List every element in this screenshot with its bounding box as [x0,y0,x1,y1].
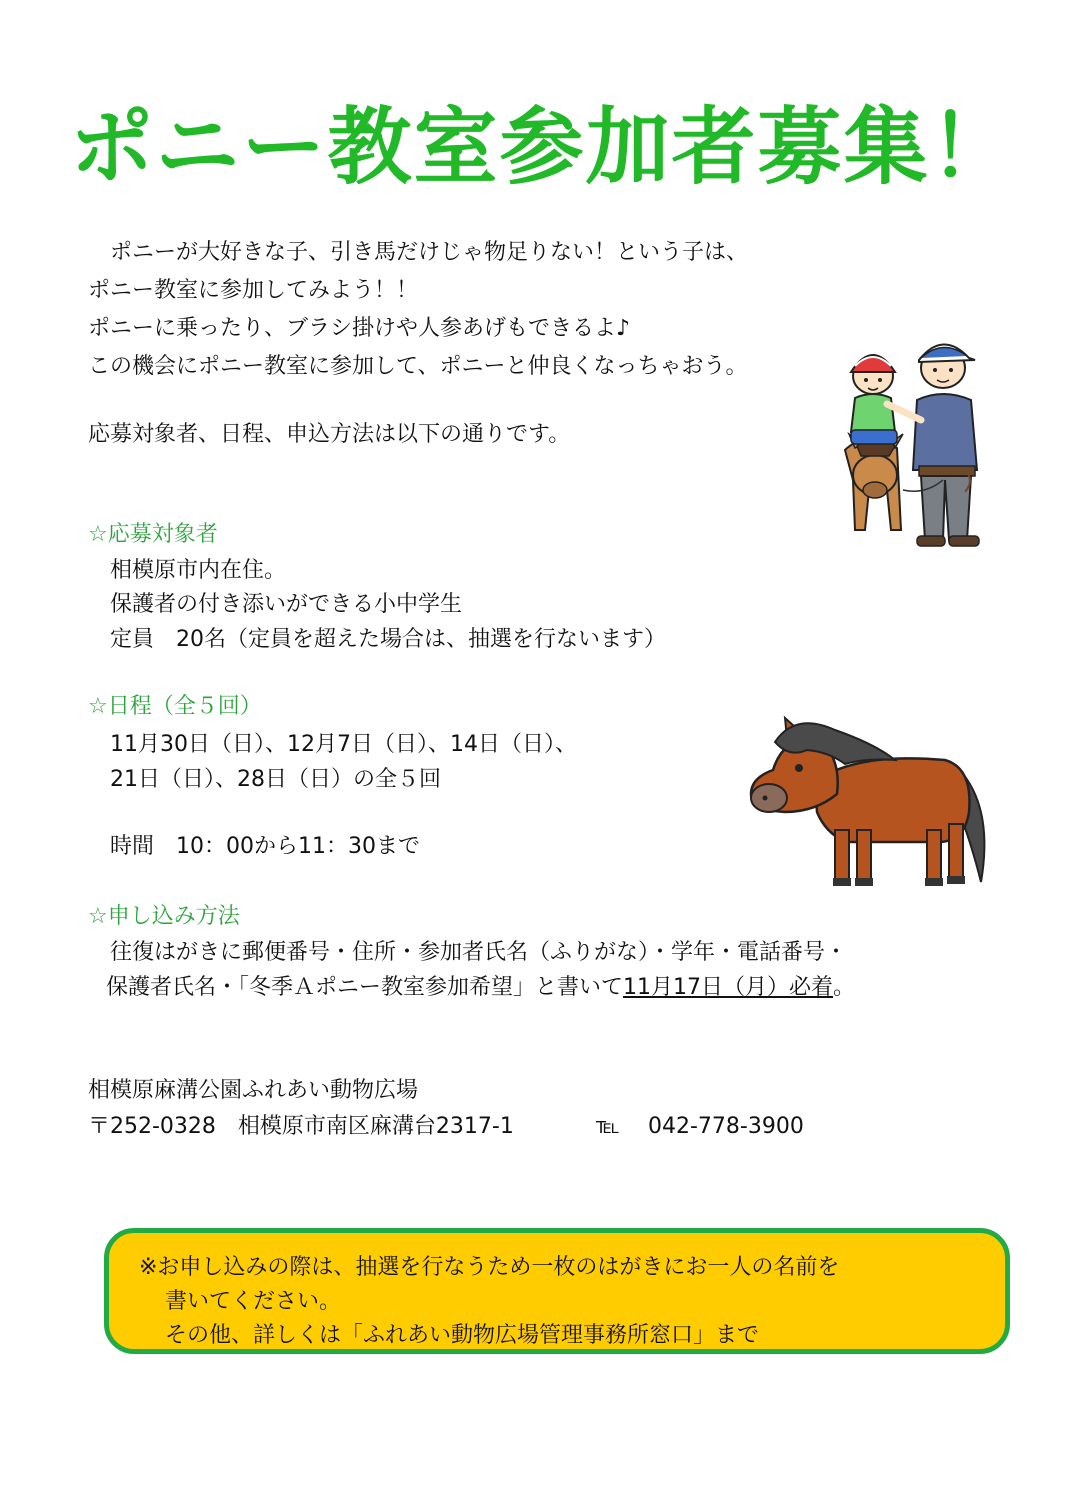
application-line-2-prefix: 保護者氏名・「冬季Ａポニー教室参加希望」と書いて [106,975,624,1000]
intro-line-4: この機会にポニー教室に参加して、ポニーと仲良くなっちゃおう。 [88,354,748,379]
notice-line-3: その他、詳しくは「ふれあい動物広場管理事務所窓口」まで [165,1323,760,1348]
schedule-time: 時間 10：00から11：30まで [110,834,420,859]
application-line-2-suffix: 。 [833,975,856,1000]
application-line-1: 往復はがきに郵便番号・住所・参加者氏名（ふりがな）・学年・電話番号・ [110,940,848,965]
intro-note: 応募対象者、日程、申込方法は以下の通りです。 [88,422,571,447]
intro-line-1: ポニーが大好きな子、引き馬だけじゃ物足りない！という子は、 [88,240,749,265]
pony-icon [751,718,984,886]
contact-tel: 042-778-3900 [648,1114,804,1139]
guide-person-icon [913,344,979,546]
schedule-line-2: 21日（日）、28日（日）の全５回 [110,767,441,792]
notice-box [104,1228,1010,1354]
application-deadline: 11月17日（月）必着 [623,975,834,1000]
application-heading: ☆申し込み方法 [88,904,240,929]
notice-line-2: 書いてください。 [165,1289,342,1314]
child-riding-pony-illustration [825,330,995,555]
notice-line-1: ※お申し込みの際は、抽選を行なうため一枚のはがきにお一人の名前を [139,1255,840,1280]
contact-address: 〒252-0328 相模原市南区麻溝台2317-1 [88,1114,514,1139]
schedule-line-1: 11月30日（日）、12月7日（日）、14日（日）、 [110,732,577,757]
eligibility-line-2: 保護者の付き添いができる小中学生 [110,592,463,617]
application-line-2 [106,973,855,1003]
contact-name: 相模原麻溝公園ふれあい動物広場 [88,1078,419,1103]
schedule-heading: ☆日程（全５回） [88,694,262,719]
standing-pony-illustration [745,712,995,892]
intro-line-3: ポニーに乗ったり、ブラシ掛けや人参あげもできるよ♪ [88,316,631,341]
contact-tel-label: ℡ [596,1114,620,1139]
eligibility-line-3: 定員 20名（定員を超えた場合は、抽選を行ないます） [110,627,666,652]
child-rider-icon [851,355,921,444]
intro-line-2: ポニー教室に参加してみよう！！ [88,278,419,303]
page-title: ポニー教室参加者募集！ [69,98,1016,196]
eligibility-heading: ☆応募対象者 [88,522,218,547]
eligibility-line-1: 相模原市内在住。 [110,558,287,583]
